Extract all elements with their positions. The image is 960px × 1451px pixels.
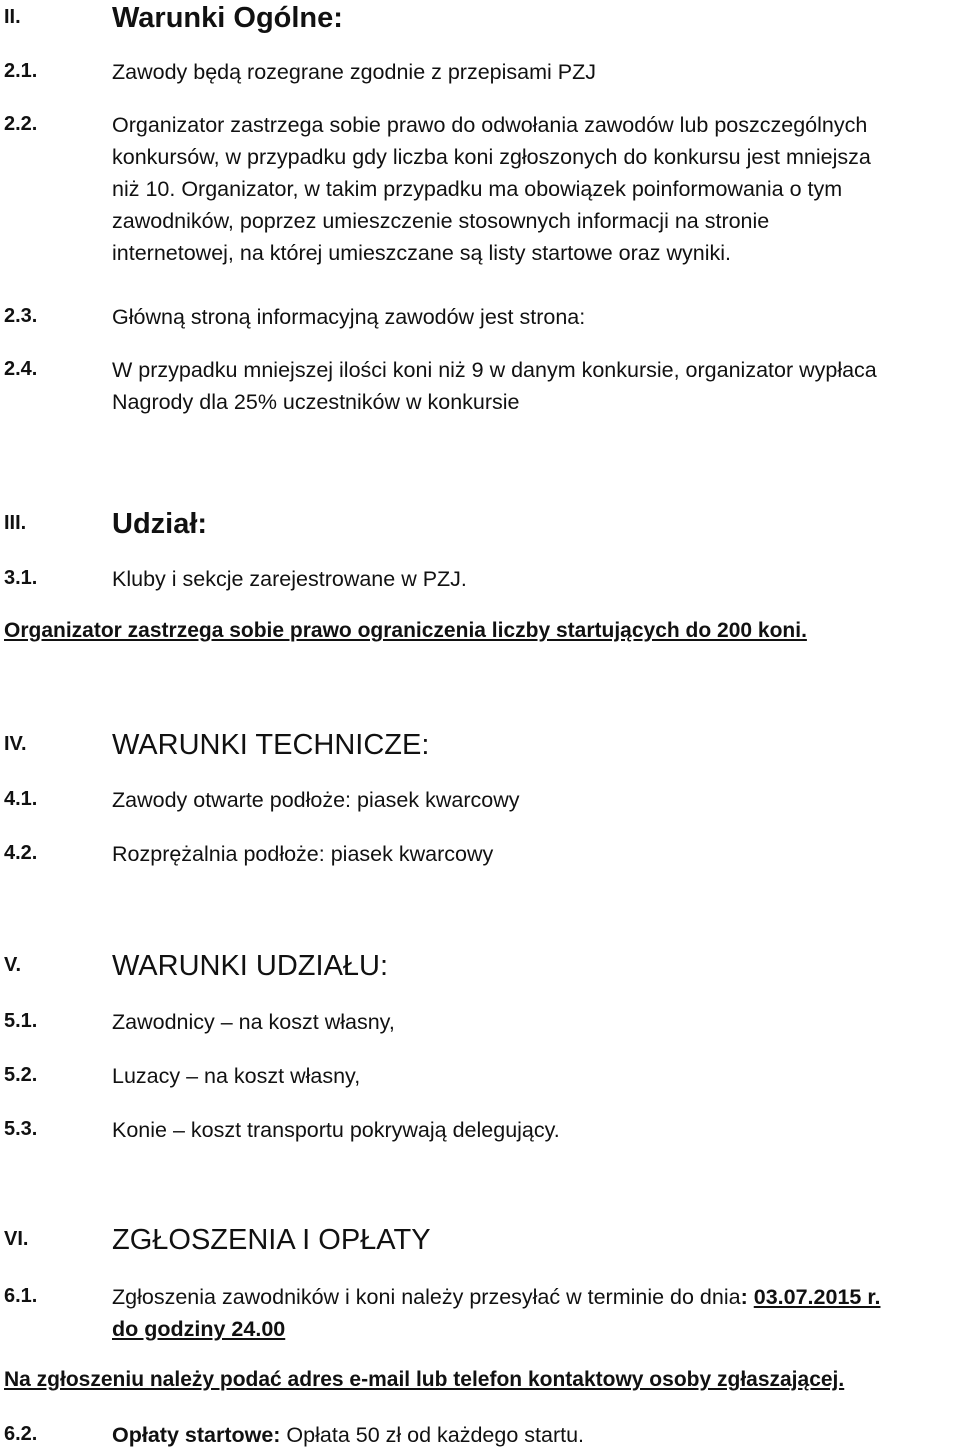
section-title: WARUNKI TECHNICZE: xyxy=(112,729,430,761)
item-text: Konie – koszt transportu pokrywają delegujący. xyxy=(112,1118,560,1142)
fees-text: Opłata 50 zł od każdego startu. xyxy=(280,1423,585,1447)
section-title: Udział: xyxy=(112,508,208,540)
section-title: ZGŁOSZENIA I OPŁATY xyxy=(112,1224,431,1256)
item-text: Zawodnicy – na koszt własny, xyxy=(112,1010,395,1034)
item-text-line: Organizator zastrzega sobie prawo do odwołania zawodów lub poszczególnych xyxy=(112,113,868,137)
item-text-body: Zgłoszenia zawodników i koni należy przesyłać w terminie do dnia xyxy=(112,1285,741,1309)
section-number: IV. xyxy=(4,733,27,755)
item-text-line: internetowej, na której umieszczane są listy startowe oraz wyniki. xyxy=(112,241,731,265)
item-number: 3.1. xyxy=(4,567,38,589)
section-number: III. xyxy=(4,512,27,534)
item-text xyxy=(112,1419,956,1451)
item-number: 2.2. xyxy=(4,113,38,135)
item-number: 6.1. xyxy=(4,1285,38,1307)
item-number: 2.4. xyxy=(4,358,38,380)
item-text: Zawody otwarte podłoże: piasek kwarcowy xyxy=(112,788,520,812)
item-text-line: niż 10. Organizator, w takim przypadku ma obowiązek poinformowania o tym xyxy=(112,177,843,201)
colon: : xyxy=(740,1285,748,1309)
item-text: Zawody będą rozegrane zgodnie z przepisami PZJ xyxy=(112,60,597,84)
item-text: Rozprężalnia podłoże: piasek kwarcowy xyxy=(112,842,494,866)
item-number: 6.2. xyxy=(4,1423,38,1445)
underlined-note: Na zgłoszeniu należy podać adres e-mail lub telefon kontaktowy osoby zgłaszającej. xyxy=(4,1368,845,1391)
item-text-line: Nagrody dla 25% uczestników w konkursie xyxy=(112,390,520,414)
item-number: 2.3. xyxy=(4,305,38,327)
item-text xyxy=(112,1281,956,1313)
underlined-note: Organizator zastrzega sobie prawo ograniczenia liczby startujących do 200 koni. xyxy=(4,619,807,642)
deadline-time: do godziny 24.00 xyxy=(112,1317,286,1341)
item-number: 4.1. xyxy=(4,788,38,810)
item-text-line: konkursów, w przypadku gdy liczba koni zgłoszonych do konkursu jest mniejsza xyxy=(112,145,871,169)
item-number: 4.2. xyxy=(4,842,38,864)
section-number: V. xyxy=(4,954,22,976)
fees-label: Opłaty startowe: xyxy=(112,1423,281,1447)
item-number: 5.1. xyxy=(4,1010,38,1032)
item-text: Główną stroną informacyjną zawodów jest strona: xyxy=(112,305,586,329)
item-number: 5.3. xyxy=(4,1118,38,1140)
item-number: 2.1. xyxy=(4,60,38,82)
item-text: Kluby i sekcje zarejestrowane w PZJ. xyxy=(112,567,467,591)
item-number: 5.2. xyxy=(4,1064,38,1086)
item-text-line: W przypadku mniejszej ilości koni niż 9 w danym konkursie, organizator wypłaca xyxy=(112,358,877,382)
item-text-line: zawodników, poprzez umieszczenie stosownych informacji na stronie xyxy=(112,209,770,233)
section-number: VI. xyxy=(4,1228,29,1250)
section-title: WARUNKI UDZIAŁU: xyxy=(112,950,389,982)
item-text: Luzacy – na koszt własny, xyxy=(112,1064,361,1088)
deadline-date: 03.07.2015 r. xyxy=(753,1285,881,1309)
section-number: II. xyxy=(4,6,21,28)
section-title: Warunki Ogólne: xyxy=(112,2,343,34)
